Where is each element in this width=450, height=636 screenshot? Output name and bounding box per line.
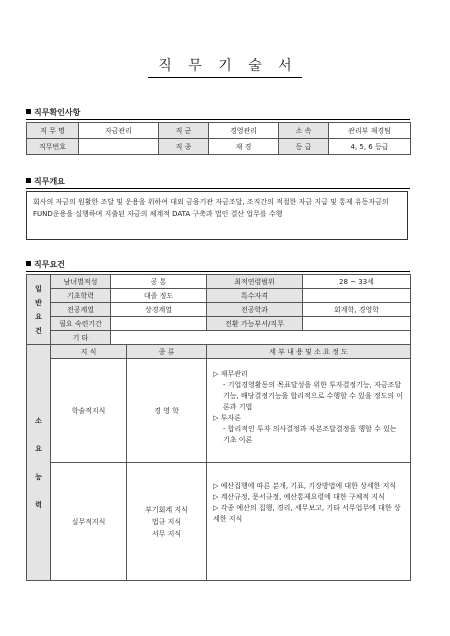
detail-line: ▷ 각종 예산의 집행, 경리, 세무보고, 기타 서무업무에 대한 상세한 지식 (213, 504, 401, 523)
general-group-label (27, 275, 51, 345)
competency-group-label (27, 345, 51, 581)
department-value: 관리부 재경팀 (329, 123, 411, 139)
academic-details (207, 359, 411, 463)
square-bullet-icon (26, 261, 31, 266)
job-type-label: 직 종 (159, 139, 209, 155)
competency-group-text: 소 요 능 력 (35, 416, 42, 509)
practical-kind: 부기회계 지식 (145, 505, 188, 514)
general-requirements-table (26, 274, 411, 345)
grade-value: 4, 5, 6 등급 (329, 139, 411, 155)
age-value: 28 ~ 33세 (303, 275, 411, 289)
gender-value: 공 통 (111, 275, 207, 289)
section-rule (26, 188, 410, 189)
general-group-text: 일 반 요 건 (35, 284, 42, 335)
job-name-label: 직 무 명 (27, 123, 79, 139)
header-kind: 종 류 (127, 345, 207, 359)
section-rule (26, 271, 410, 272)
detail-line: ▷ 예산집행에 따른 분개, 기표, 기장방법에 대한 상세한 지식 (213, 482, 397, 490)
document-title-wrap (0, 55, 450, 78)
section-job-info-header (26, 107, 80, 118)
training-period-label: 필요 숙련기간 (51, 317, 111, 331)
detail-line: ▷ 계산규정, 문서규정, 예산통제요령에 대한 구체적 지식 (213, 493, 385, 501)
detail-line: ▷ 투자론 (213, 414, 241, 422)
section-label: 직무확인사항 (34, 108, 81, 117)
job-type-value: 재 경 (209, 139, 279, 155)
etc-label: 기 타 (51, 331, 111, 345)
academic-kind: 경 영 학 (127, 359, 207, 463)
age-label: 최적연령범위 (207, 275, 303, 289)
section-label: 직무개요 (34, 177, 65, 186)
job-group-value: 경영관리 (209, 123, 279, 139)
square-bullet-icon (26, 109, 31, 114)
major-label: 전공학과 (207, 303, 303, 317)
practical-kinds (127, 463, 207, 581)
job-name-value: 자금관리 (79, 123, 159, 139)
major-value: 회계학, 경영학 (303, 303, 411, 317)
section-rule (26, 119, 410, 120)
education-value: 대졸 정도 (111, 289, 207, 303)
detail-line: - 합리적인 투자 의사결정과 자본조달결정을 행할 수 있는 기초 이론 (223, 425, 397, 444)
major-field-label: 전공계열 (51, 303, 111, 317)
transfer-value (303, 317, 411, 331)
transfer-label: 전환 가능부서/직무 (207, 317, 303, 331)
section-label: 직무요건 (34, 260, 65, 269)
major-field-value: 상경계열 (111, 303, 207, 317)
detail-line: - 기업경영활동의 목표달성을 위한 투자결정기능, 자금조달기능, 배당결정기능을 합리적으로 수행할 수 있을 정도의 이론과 기법 (223, 381, 404, 411)
training-period-value (111, 317, 207, 331)
grade-label: 등 급 (279, 139, 329, 155)
summary-box: 회사의 자금의 원활한 조달 및 운용을 위하여 대외 금융기관 자금조달, 조직간의 적절한 자금 지급 및 통제 유동자금의 FUND운용을 실행하며 지출된 자금의 체계적 DATA 구축과 법인 결산 업무를 수행 (26, 191, 408, 240)
detail-line: ▷ 재무관리 (213, 370, 248, 378)
certificate-value (303, 289, 411, 303)
job-info-table (26, 122, 411, 155)
academic-label: 학술적지식 (51, 359, 127, 463)
job-number-label: 직무번호 (27, 139, 79, 155)
section-requirements-header (26, 259, 65, 270)
department-label: 소 속 (279, 123, 329, 139)
document-title: 직 무 기 술 서 (148, 55, 301, 78)
header-knowledge: 지 식 (51, 345, 127, 359)
competency-table (26, 344, 411, 581)
square-bullet-icon (26, 178, 31, 183)
gender-label: 남녀별적성 (51, 275, 111, 289)
practical-kind: 법규 지식 (151, 517, 182, 526)
education-label: 기초학력 (51, 289, 111, 303)
etc-value (111, 331, 411, 345)
job-number-value (79, 139, 159, 155)
certificate-label: 특수자격 (207, 289, 303, 303)
section-summary-header (26, 176, 65, 187)
job-group-label: 직 군 (159, 123, 209, 139)
practical-details (207, 463, 411, 581)
header-detail: 세 부 내 용 및 소 요 정 도 (207, 345, 411, 359)
practical-kind: 서무 지식 (151, 529, 182, 538)
practical-label: 실무적지식 (51, 463, 127, 581)
